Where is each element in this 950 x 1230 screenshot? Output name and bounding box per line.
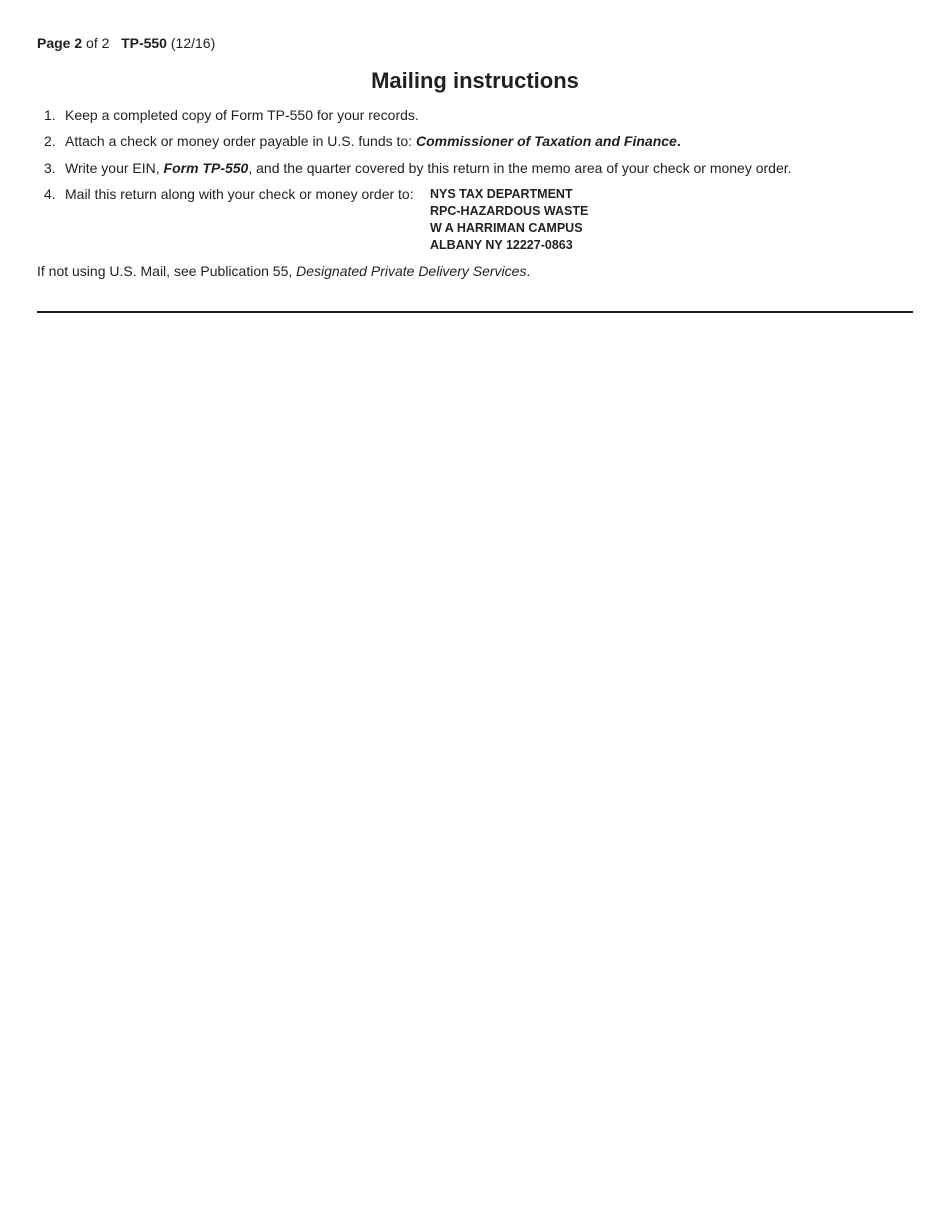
instruction-4 — [44, 186, 414, 202]
address-line-4: ALBANY NY 12227-0863 — [430, 238, 573, 252]
instruction-3 — [44, 160, 792, 176]
instruction-1 — [44, 107, 419, 123]
delivery-note-text: If not using U.S. Mail, see Publication 55, — [37, 263, 297, 279]
form-id: TP-550 — [121, 35, 167, 51]
form-revision: (12/16) — [170, 35, 216, 51]
address-line-3: W A HARRIMAN CAMPUS — [430, 221, 583, 235]
page-label: Page 2 — [37, 35, 83, 51]
instruction-2 — [44, 133, 681, 149]
address-line-1: NYS TAX DEPARTMENT — [430, 187, 573, 201]
page-header — [37, 35, 215, 51]
instruction-number: 2. — [44, 133, 56, 149]
payee-name: Commissioner of Taxation and Finance — [415, 133, 677, 149]
publication-title: Designated Private Delivery Services — [296, 263, 527, 279]
instruction-text-end: , and the quarter covered by this return in the memo area of your check or money order. — [248, 160, 792, 176]
page-of: of 2 — [86, 35, 110, 51]
delivery-note-end: . — [526, 263, 531, 279]
instruction-text: Attach a check or money order payable in U.S. funds to: — [65, 133, 416, 149]
delivery-note — [37, 263, 530, 279]
address-line-2: RPC-HAZARDOUS WASTE — [430, 204, 589, 218]
instruction-text: Keep a completed copy of Form TP-550 for your records. — [65, 107, 419, 123]
instruction-text: Write your EIN, — [65, 160, 164, 176]
instruction-number: 4. — [44, 186, 56, 202]
page-title: Mailing instructions — [371, 68, 579, 93]
instruction-text: Mail this return along with your check or money order to: — [65, 186, 414, 202]
mailing-address — [430, 186, 588, 254]
divider-rule — [37, 311, 913, 313]
form-reference: Form TP-550 — [163, 160, 249, 176]
instruction-text-end: . — [676, 133, 681, 149]
instruction-number: 1. — [44, 107, 56, 123]
instruction-number: 3. — [44, 160, 56, 176]
